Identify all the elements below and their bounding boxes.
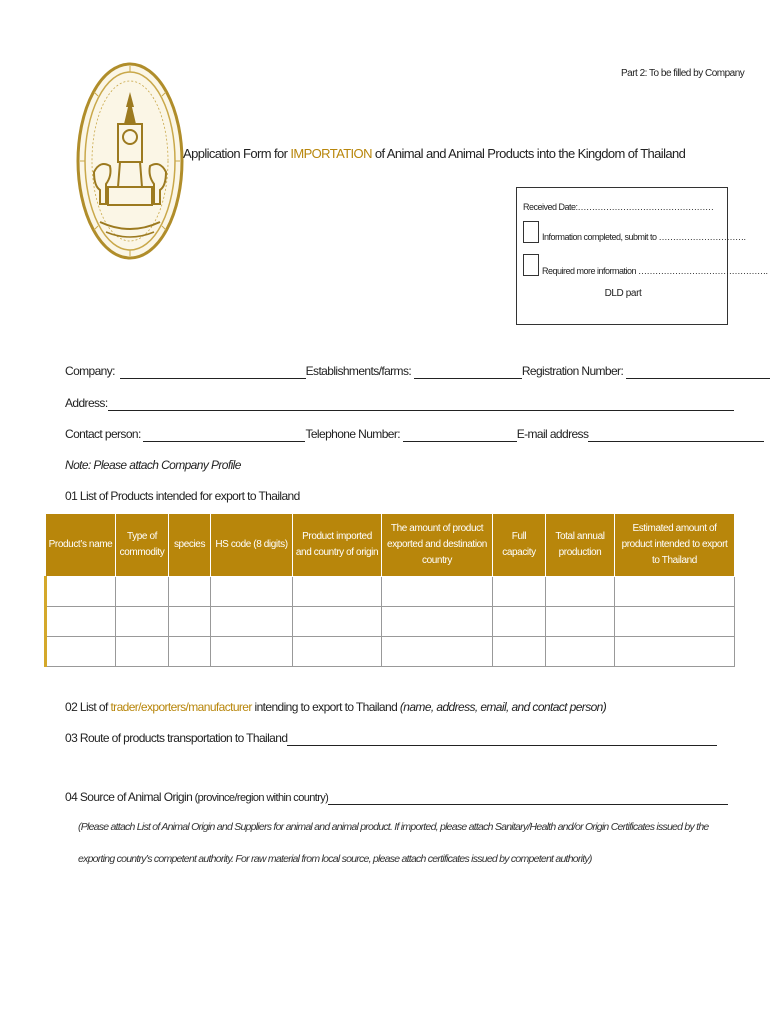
- table-cell[interactable]: [169, 607, 211, 637]
- section2-middle: intending to export to Thailand: [251, 700, 400, 714]
- part-label: Part 2: To be filled by Company: [621, 68, 745, 79]
- table-row: [46, 577, 735, 607]
- column-header: Full capacity: [493, 514, 546, 577]
- company-field[interactable]: [120, 364, 306, 379]
- company-row: [65, 364, 725, 379]
- table-cell[interactable]: [293, 637, 382, 667]
- column-header: species: [169, 514, 211, 577]
- company-profile-note: Note: Please attach Company Profile: [65, 458, 241, 472]
- section2-prefix: 02 List of: [65, 700, 111, 714]
- email-label: E-mail address: [516, 427, 589, 441]
- address-row: [65, 396, 734, 411]
- table-cell[interactable]: [116, 577, 169, 607]
- address-field[interactable]: [108, 396, 734, 411]
- table-cell[interactable]: [46, 607, 116, 637]
- table-cell[interactable]: [116, 637, 169, 667]
- section4-sub: (province/region within country): [192, 792, 329, 804]
- telephone-label: Telephone Number:: [305, 427, 400, 441]
- table-cell[interactable]: [211, 577, 293, 607]
- table-cell[interactable]: [382, 577, 493, 607]
- completed-checkbox[interactable]: [523, 221, 539, 243]
- registration-label: Registration Number:: [521, 364, 624, 378]
- email-field[interactable]: [588, 427, 764, 442]
- form-title: [183, 146, 685, 161]
- section3-label: 03 Route of products transportation to Thailand: [65, 731, 288, 745]
- section2-note: (name, address, email, and contact person): [399, 700, 607, 714]
- dld-footer: DLD part: [604, 288, 642, 299]
- establishments-label: Establishments/farms:: [305, 364, 412, 378]
- table-cell[interactable]: [382, 637, 493, 667]
- section2-highlight: trader/exporters/manufacturer: [110, 700, 252, 714]
- dld-box: [516, 187, 768, 325]
- contact-row: [65, 427, 764, 442]
- registration-field[interactable]: [626, 364, 770, 379]
- section4: [65, 790, 728, 805]
- table-cell[interactable]: [546, 637, 615, 667]
- table-row: [46, 637, 735, 667]
- table-cell[interactable]: [546, 607, 615, 637]
- title-prefix: Application Form for: [183, 146, 291, 161]
- section4-label: 04 Source of Animal Origin: [65, 790, 193, 804]
- received-date: Received Date:…………………………………………: [523, 202, 714, 212]
- table-cell[interactable]: [46, 577, 116, 607]
- column-header: The amount of product exported and destination country: [382, 514, 493, 577]
- column-header: Product’s name: [46, 514, 116, 577]
- table-cell[interactable]: [382, 607, 493, 637]
- section2: [65, 700, 606, 714]
- column-header: Type of commodity: [116, 514, 169, 577]
- address-label: Address:: [65, 396, 108, 410]
- telephone-field[interactable]: [403, 427, 517, 442]
- column-header: Total annual production: [546, 514, 615, 577]
- column-header: Estimated amount of product intended to export to Thailand: [615, 514, 735, 577]
- table-cell[interactable]: [615, 607, 735, 637]
- table-cell[interactable]: [493, 637, 546, 667]
- table-cell[interactable]: [615, 637, 735, 667]
- table-cell[interactable]: [116, 607, 169, 637]
- thai-royal-seal: [76, 62, 184, 260]
- section4-note-line2: exporting country’s competent authority. For raw material from local source, please attach certificates issued by competent authority): [78, 853, 592, 865]
- contact-field[interactable]: [143, 427, 305, 442]
- table-cell[interactable]: [615, 577, 735, 607]
- table-header-row: [46, 514, 735, 577]
- table-cell[interactable]: [293, 577, 382, 607]
- route-field[interactable]: [287, 731, 717, 746]
- products-table: [44, 513, 735, 667]
- table-row: [46, 607, 735, 637]
- table-cell[interactable]: [46, 637, 116, 667]
- contact-label: Contact person:: [65, 427, 141, 441]
- required-label: Required more information ……………………………………….: [542, 266, 768, 276]
- establishments-field[interactable]: [414, 364, 522, 379]
- section1-title: 01 List of Products intended for export to Thailand: [65, 489, 300, 503]
- title-suffix: of Animal and Animal Products into the Kingdom of Thailand: [371, 146, 686, 161]
- table-cell[interactable]: [493, 607, 546, 637]
- required-checkbox[interactable]: [523, 254, 539, 276]
- company-label: Company:: [65, 364, 115, 378]
- table-cell[interactable]: [546, 577, 615, 607]
- completed-label: Information completed, submit to ………………………….: [542, 232, 746, 242]
- section4-note-line1: (Please attach List of Animal Origin and Suppliers for animal and animal product. If imported, please attach Sanitary/Health and/or Origin Certificates issued by the: [78, 821, 709, 833]
- table-cell[interactable]: [169, 637, 211, 667]
- table-cell[interactable]: [293, 607, 382, 637]
- table-cell[interactable]: [211, 637, 293, 667]
- table-cell[interactable]: [211, 607, 293, 637]
- column-header: Product imported and country of origin: [293, 514, 382, 577]
- title-highlight: IMPORTATION: [290, 146, 372, 161]
- table-cell[interactable]: [169, 577, 211, 607]
- animal-origin-field[interactable]: [328, 790, 728, 805]
- column-header: HS code (8 digits): [211, 514, 293, 577]
- section3: [65, 731, 717, 746]
- table-cell[interactable]: [493, 577, 546, 607]
